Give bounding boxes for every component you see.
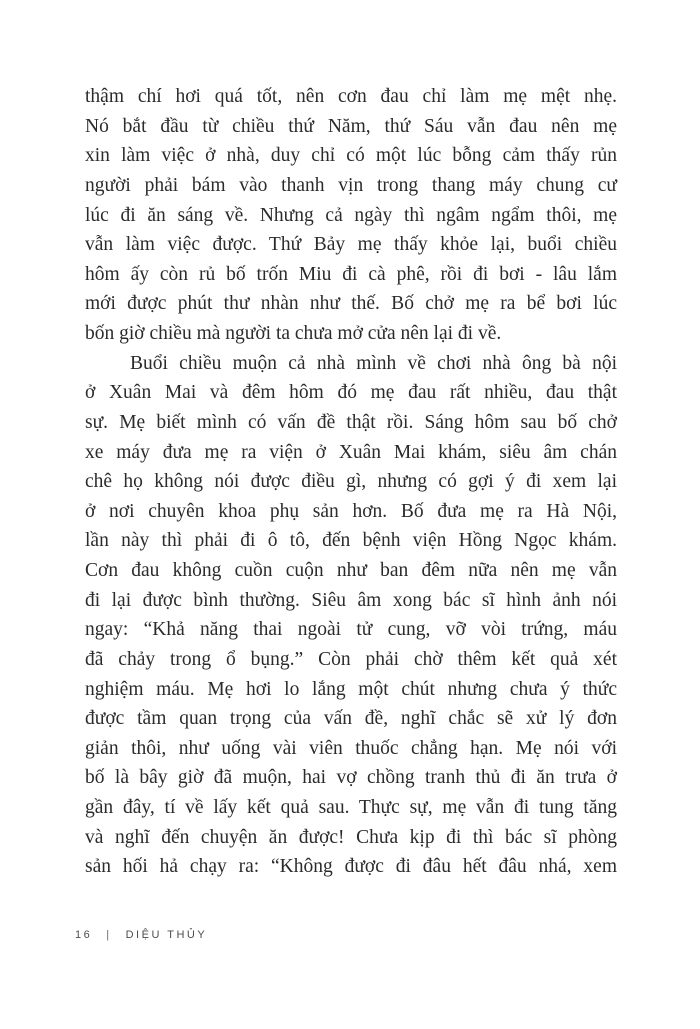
- body-text: [85, 82, 617, 882]
- text-line: bố là bây giờ đã muộn, hai vợ chồng tranh thủ đi ăn trưa ở: [85, 767, 617, 789]
- text-line: người phải bám vào thanh vịn trong thang máy chung cư: [85, 174, 617, 196]
- text-line: lần này thì phải đi ô tô, đến bệnh viện Hồng Ngọc khám.: [85, 530, 617, 552]
- running-title: DIỆU THỦY: [125, 929, 208, 941]
- text-line: xin làm việc ở nhà, duy chỉ có một lúc bỗng cảm thấy rủn: [85, 145, 617, 167]
- text-line: và nghĩ đến chuyện ăn được! Chưa kịp đi thì bác sĩ phòng: [85, 826, 617, 848]
- text-line: giản thôi, như uống vài viên thuốc chẳng hạn. Mẹ nói với: [85, 737, 617, 759]
- text-line: gần đây, tí về lấy kết quả sau. Thực sự, mẹ vẫn đi tung tăng: [85, 797, 617, 818]
- text-line: sản hối hả chạy ra: “Không được đi đâu hết đâu nhá, xem: [85, 856, 617, 878]
- text-line: được tầm quan trọng của vấn đề, nghĩ chắc sẽ xử lý đơn: [85, 708, 617, 730]
- text-line: nghiệm máu. Mẹ hơi lo lắng một chút nhưng chưa ý thức: [85, 678, 617, 700]
- text-line: Nó bắt đầu từ chiều thứ Năm, thứ Sáu vẫn đau nên mẹ: [85, 115, 617, 137]
- footer-separator: |: [106, 929, 112, 941]
- text-line: xe máy đưa mẹ ra viện ở Xuân Mai khám, siêu âm chán: [85, 441, 617, 463]
- text-line: Cơn đau không cuồn cuộn như ban đêm nữa nên mẹ vẫn: [85, 560, 617, 581]
- text-line: đi lại được bình thường. Siêu âm xong bác sĩ hình ảnh nói: [85, 589, 617, 611]
- text-line: đã chảy trong ổ bụng.” Còn phải chờ thêm kết quả xét: [85, 648, 617, 670]
- text-line: ở Xuân Mai và đêm hôm đó mẹ đau rất nhiều, đau thật: [85, 382, 617, 404]
- page-number: 16: [75, 929, 93, 941]
- text-line: Buổi chiều muộn cả nhà mình về chơi nhà ông bà nội: [130, 352, 617, 374]
- text-line: ngay: “Khả năng thai ngoài tử cung, vỡ vòi trứng, máu: [85, 619, 617, 641]
- text-line: thậm chí hơi quá tốt, nên cơn đau chỉ làm mẹ mệt nhẹ.: [85, 86, 617, 107]
- text-line: vẫn làm việc được. Thứ Bảy mẹ thấy khỏe lại, buổi chiều: [85, 234, 617, 256]
- text-line: ở nơi chuyên khoa phụ sản hơn. Bố đưa mẹ ra Hà Nội,: [85, 500, 617, 522]
- text-line: sự. Mẹ biết mình có vấn đề thật rồi. Sáng hôm sau bố chở: [85, 411, 617, 433]
- page-footer: [75, 929, 207, 941]
- text-line: mới được phút thư nhàn như thế. Bố chở mẹ ra bể bơi lúc: [85, 293, 617, 315]
- text-line: lúc đi ăn sáng về. Nhưng cả ngày thì ngâm ngẩm thôi, mẹ: [85, 204, 617, 226]
- text-line: chê họ không nói được điều gì, nhưng có gợi ý đi xem lại: [85, 471, 617, 493]
- text-line: bốn giờ chiều mà người ta chưa mở cửa nên lại đi về.: [85, 323, 502, 344]
- text-line: hôm ấy còn rủ bố trốn Miu đi cà phê, rồi đi bơi - lâu lắm: [85, 263, 617, 285]
